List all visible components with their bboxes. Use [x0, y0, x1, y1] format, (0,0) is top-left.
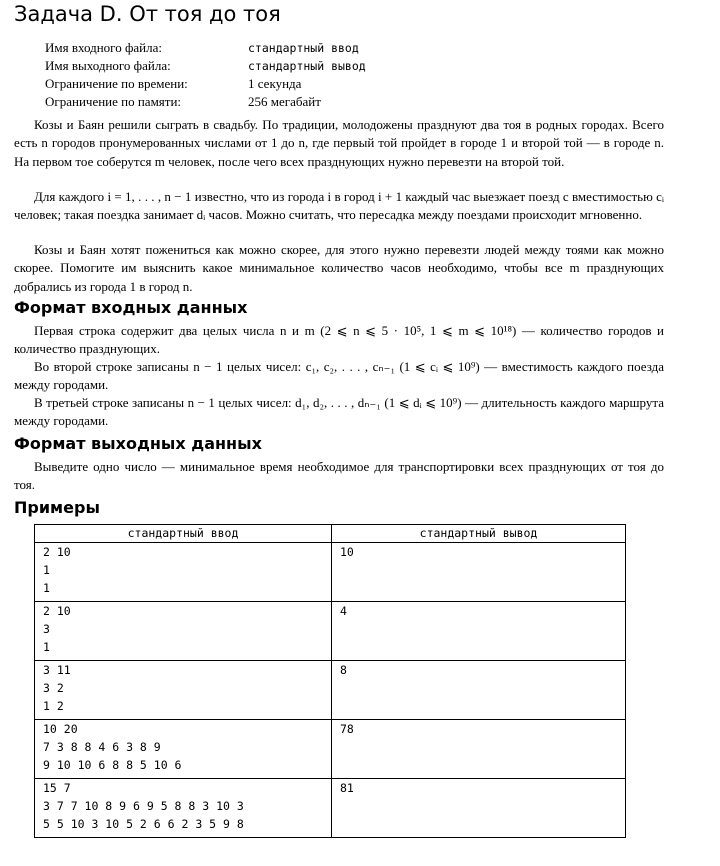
column-header-input: стандартный ввод	[35, 525, 332, 543]
input-line: 15 7	[43, 781, 71, 795]
input-line: 7 3 8 8 4 6 3 8 9	[43, 740, 161, 755]
input-line: 3 7 7 10 8 9 6 9 5 8 8 3 10 3	[43, 799, 244, 814]
table-row	[35, 720, 626, 779]
input-format-heading: Формат входных данных	[14, 298, 248, 317]
input-line: 1 2	[43, 699, 64, 714]
meta-row	[45, 39, 366, 57]
example-output-cell	[332, 543, 626, 602]
input-line: 3	[43, 622, 50, 637]
meta-row	[45, 57, 366, 75]
examples-heading: Примеры	[14, 498, 100, 517]
example-input-cell	[35, 661, 332, 720]
meta-value: стандартный ввод	[248, 41, 359, 55]
example-output-cell	[332, 779, 626, 838]
input-line: 9 10 10 6 8 8 5 10 6	[43, 758, 182, 773]
output-format-heading: Формат выходных данных	[14, 434, 262, 453]
meta-row	[45, 75, 366, 93]
table-row	[35, 602, 626, 661]
table-row	[35, 543, 626, 602]
input-line: 3 11	[43, 663, 71, 677]
output-line: 8	[340, 663, 347, 677]
table-row	[35, 779, 626, 838]
meta-key: Ограничение по памяти:	[45, 94, 182, 109]
input-paragraph: Во второй строке записаны n − 1 целых чисел: c₁, c₂, . . . , cₙ₋₁ (1 ⩽ cᵢ ⩽ 10⁹) — вместимость каждого поезда между городами.	[14, 359, 664, 393]
input-line: 2 10	[43, 545, 71, 559]
meta-value: стандартный вывод	[248, 59, 366, 73]
examples-header-row	[35, 525, 626, 543]
input-line: 2 10	[43, 604, 71, 618]
example-output-cell	[332, 720, 626, 779]
table-row	[35, 661, 626, 720]
legend-paragraph: Козы и Баян решили сыграть в свадьбу. По традиции, молодожены празднуют два тоя в родных городах. Всего есть n городов пронумерованных числами от 1 до n, где первый той пройдет в городе 1 и второй той — в городе n. На первом тое соберутся m человек, после чего всех празднующих нужно перевезти на второй той.	[14, 117, 664, 169]
output-paragraph: Выведите одно число — минимальное время необходимое для транспортировки всех празднующих от тоя до тоя.	[14, 459, 664, 493]
meta-value: 256 мегабайт	[248, 94, 321, 109]
legend-paragraph: Козы и Баян хотят пожениться как можно скорее, для этого нужно перевезти людей между тоями как можно скорее. Помогите им выяснить какое минимальное количество часов необходимо, чтобы все m празднующих добрались из города 1 в город n.	[14, 242, 664, 294]
example-input-cell	[35, 779, 332, 838]
input-line: 5 5 10 3 10 5 2 6 6 2 3 5 9 8	[43, 817, 244, 832]
example-output-cell	[332, 661, 626, 720]
meta-row	[45, 93, 366, 111]
problem-meta	[45, 39, 366, 111]
output-line: 81	[340, 781, 354, 795]
input-line: 10 20	[43, 722, 78, 736]
input-line: 1	[43, 581, 50, 596]
example-input-cell	[35, 602, 332, 661]
input-line: 1	[43, 563, 50, 578]
output-line: 10	[340, 545, 354, 559]
meta-key: Имя выходного файла:	[45, 58, 171, 73]
legend-paragraph: Для каждого i = 1, . . . , n − 1 известно, что из города i в город i + 1 каждый час выезжает поезд с вместимостью cᵢ человек; такая поездка занимает dᵢ часов. Можно считать, что пересадка между поездами происходит мгновенно.	[14, 189, 664, 223]
meta-value: 1 секунда	[248, 76, 302, 91]
input-line: 1	[43, 640, 50, 655]
input-line: 3 2	[43, 681, 64, 696]
input-paragraph: В третьей строке записаны n − 1 целых чисел: d₁, d₂, . . . , dₙ₋₁ (1 ⩽ dᵢ ⩽ 10⁹) — длительность каждого маршрута между городами.	[14, 395, 664, 429]
meta-key: Ограничение по времени:	[45, 76, 188, 91]
example-input-cell	[35, 543, 332, 602]
problem-title: Задача D. От тоя до тоя	[14, 2, 281, 26]
output-line: 78	[340, 722, 354, 736]
example-input-cell	[35, 720, 332, 779]
examples-table	[34, 524, 626, 838]
output-line: 4	[340, 604, 347, 618]
input-paragraph: Первая строка содержит два целых числа n и m (2 ⩽ n ⩽ 5 · 10⁵, 1 ⩽ m ⩽ 10¹⁸) — количество городов и количество празднующих.	[14, 323, 664, 357]
meta-key: Имя входного файла:	[45, 40, 162, 55]
example-output-cell	[332, 602, 626, 661]
column-header-output: стандартный вывод	[332, 525, 626, 543]
